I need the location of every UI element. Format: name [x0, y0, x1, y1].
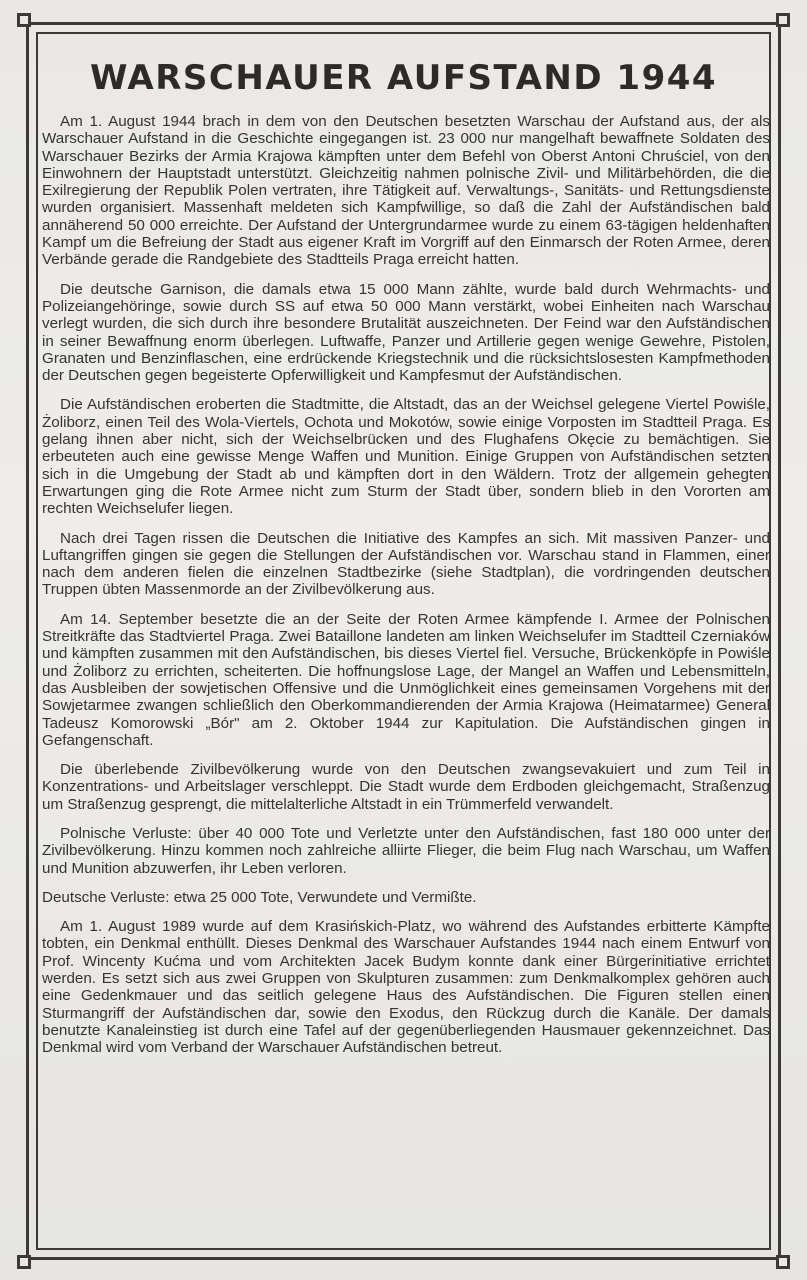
paragraph-german-losses: Deutsche Verluste: etwa 25 000 Tote, Verwundete und Vermißte. [42, 888, 477, 906]
plaque-title: WARSCHAUER AUFSTAND 1944 [89, 58, 718, 98]
frame-corner-ornament [17, 13, 31, 27]
paragraph-monument: Am 1. August 1989 wurde auf dem Krasińskich-Platz, wo während des Aufstandes erbitterte Kämpfte tobten, ein Denkmal enthüllt. Dieses Denkmal des Warschauer Aufstandes 1944 nach einem Entwurf von Prof. Wincenty Kućma und vom Architekten Jacek Budym konnte dank einer Bürgerinitiative errichtet werden. Es setzt sich aus zwei Gruppen von Skulpturen zusammen: zum Denkmalkomplex gehören auch eine Gedenkmauer und das seitlich gelegene Haus des Aufständischen. Die Figuren stellen einen Sturmangriff der Aufständischen dar, sowie den Exodus, den Rückzug durch die Kanäle. Der damals benutzte Kanaleinstieg ist durch eine Tafel auf der gegenüberliegenden Hausmauer gekennzeichnet. Das Denkmal wird vom Verband der Warschauer Aufständischen betreut. [42, 918, 770, 1057]
paragraph-captured-districts: Die Aufständischen eroberten die Stadtmitte, die Altstadt, das an der Weichsel gelegene Viertel Powiśle, Żoliborz, einen Teil des Wola-Viertels, Ochota und Mokotów, sowie einige Vorposten im Stadtteil Praga. Es gelang ihnen aber nicht, sich der Weichselbrücken und des Flughafens Okęcie zu bemächtigen. Sie erbeuteten auch eine gewisse Menge Waffen und Munition. Einige Gruppen von Aufständischen setzten sich in die Umgebung der Stadt ab und kämpften dort in den Wäldern. Trotz der allgemein gehegten Erwartungen ging die Rote Armee nicht zum Sturm der Stadt über, sondern blieb in den Vororten am rechten Weichselufer liegen. [42, 396, 770, 518]
paragraph-german-counterattack: Nach drei Tagen rissen die Deutschen die Initiative des Kampfes an sich. Mit massiven Panzer- und Luftangriffen gingen sie gegen die Stellungen der Aufständischen vor. Warschau stand in Flammen, einer nach dem anderen fielen die einzelnen Stadtbezirke (siehe Stadtplan), die vordringenden deutschen Truppen übten Massenmorde an der Zivilbevölkerung aus. [42, 529, 770, 599]
paragraph-german-garrison: Die deutsche Garnison, die damals etwa 15 000 Mann zählte, wurde bald durch Wehrmachts- und Polizeiangehöringe, sowie durch SS auf etwa 50 000 Mann verstärkt, wobei Einheiten nach Warschau verlegt wurden, die sich durch ihre besondere Brutalität auszeichneten. Der Feind war den Aufständischen in seiner Bewaffnung enorm überlegen. Luftwaffe, Panzer und Artillerie gegen wenige Gewehre, Pistolen, Granaten und Benzinflaschen, eine erdrückende Kriegstechnik und die rücksichtslosesten Kampfmethoden der Deutschen gegen begeisterte Opferwilligkeit und Kampfesmut der Aufständischen. [42, 280, 770, 385]
paragraph-civilian-fate: Die überlebende Zivilbevölkerung wurde von den Deutschen zwangsevakuiert und zum Teil in Konzentrations- und Arbeitslager verschleppt. Die Stadt wurde dem Erdboden gleichgemacht, Straßenzug um Straßenzug gesprengt, die mittelalterliche Altstadt in ein Trümmerfeld verwandelt. [42, 761, 770, 813]
frame-corner-ornament [776, 1255, 790, 1269]
frame-corner-ornament [17, 1255, 31, 1269]
paragraph-uprising-start: Am 1. August 1944 brach in dem von den Deutschen besetzten Warschau der Aufstand aus, der als Warschauer Aufstand in die Geschichte eingegangen ist. 23 000 nur mangelhaft bewaffnete Soldaten des Warschauer Bezirks der Armia Krajowa kämpften unter dem Befehl von Oberst Antoni Chruściel, von den Einwohnern der Hauptstadt unterstützt. Gleichzeitig nahmen polnische Zivil- und Militärbehörden, die die Exilregierung der Republik Polen vertraten, ihre Tätigkeit auf. Verwaltungs-, Sanitäts- und Rettungsdienste wurden organisiert. Massenhaft meldeten sich Kampfwillige, so daß die Zahl der Aufständischen bald annäherend 50 000 erreichte. Der Aufstand der Untergrundarmee wurde zu einem 63-tägigen heldenhaften Kampf um die Befreiung der Stadt aus eigener Kraft im Vorgriff auf den Einmarsch der Roten Armee, deren Verbände gerade die Randgebiete des Stadtteils Praga erreicht hatten. [42, 113, 770, 269]
plaque-body [42, 113, 770, 1069]
paragraph-polish-losses: Polnische Verluste: über 40 000 Tote und Verletzte unter den Aufständischen, fast 180 000 unter der Zivilbevölkerung. Hinzu kommen noch zahlreiche alliirte Flieger, die beim Flug nach Warschau, um Waffen und Munition abzuwerfen, ihr Leben verloren. [42, 824, 770, 877]
paragraph-capitulation: Am 14. September besetzte die an der Seite der Roten Armee kämpfende I. Armee der Polnischen Streitkräfte das Stadtviertel Praga. Zwei Bataillone landeten am linken Weichselufer im Stadtteil Czerniaków und kämpften zusammen mit den Aufständischen, bis dieses Viertel fiel. Versuche, Brückenköpfe in Powiśle und Żoliborz zu errichten, scheiterten. Die hoffnungslose Lage, der Mangel an Waffen und Lebensmitteln, das Ausbleiben der sowjetischen Offensive und die Unmöglichkeit eines gemeinsamen Vorgehens mit der Sowjetarmee zwangen schließlich den Oberkommandierenden der Armia Krajowa (Heimatarmee) General Tadeusz Komorowski „Bór" am 2. Oktober 1944 zur Kapitulation. Die Aufständischen gingen in Gefangenschaft. [42, 610, 770, 749]
frame-corner-ornament [776, 13, 790, 27]
